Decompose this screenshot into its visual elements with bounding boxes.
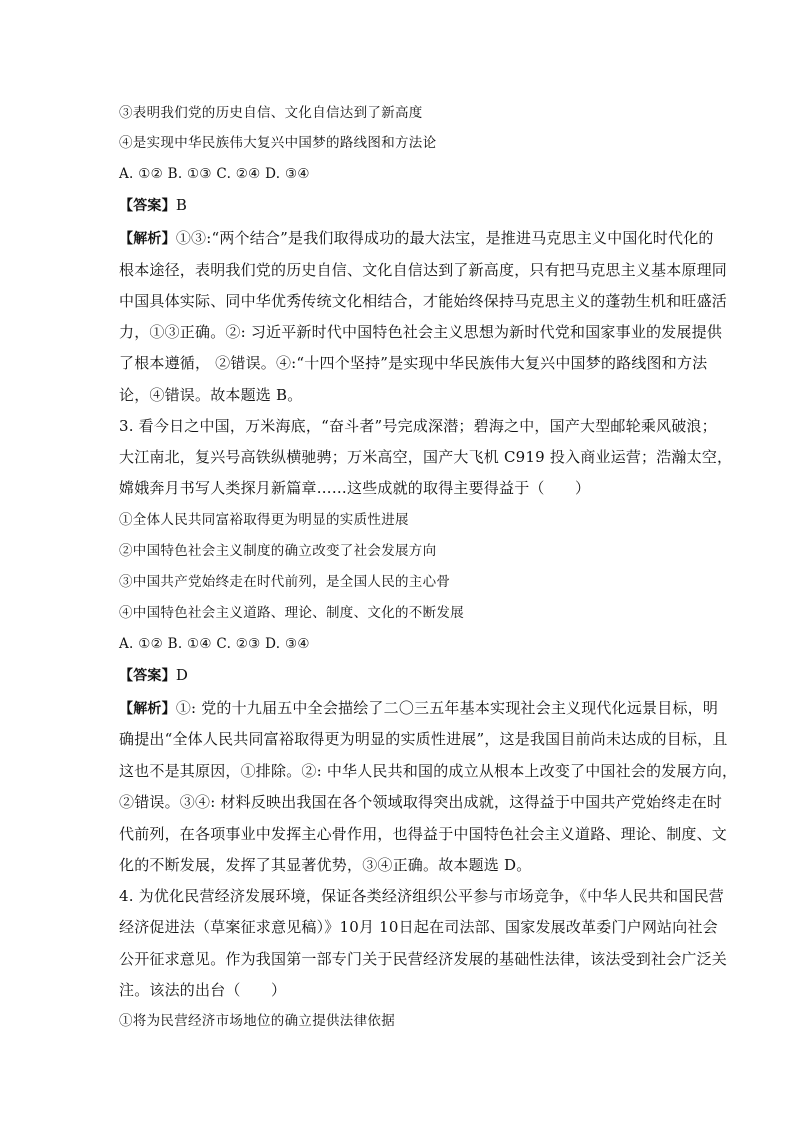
answer-label: 【答案】 xyxy=(119,198,176,214)
q2-analysis-line: 了根本遵循， ②错误。④:“十四个坚持”是实现中华民族伟大复兴中国梦的路线图和方法 xyxy=(119,354,708,372)
q3-analysis-line: ②错误。③④: 材料反映出我国在各个领域取得突出成就，这得益于中国共产党始终走在时 xyxy=(119,793,723,811)
answer-value: B xyxy=(175,196,188,214)
q3-choices: A. ①② B. ①④ C. ②③ D. ③④ xyxy=(119,636,310,652)
q2-analysis-line xyxy=(119,229,714,248)
q3-analysis-line: 确提出“全体人民共同富裕取得更为明显的实质性进展”，这是我国目前尚未达成的目标，且 xyxy=(119,730,728,748)
q3-option-3: ③中国共产党始终走在时代前列，是全国人民的主心骨 xyxy=(119,574,451,590)
q4-stem-line: 注。该法的出台（ ） xyxy=(119,981,287,999)
q3-analysis-line: 化的不断发展，发挥了其显著优势，③④正确。故本题选 D。 xyxy=(119,856,532,874)
q2-option-4: ④是实现中华民族伟大复兴中国梦的路线图和方法论 xyxy=(119,135,437,151)
q3-option-1: ①全体人民共同富裕取得更为明显的实质性进展 xyxy=(119,512,409,528)
q2-analysis-line: 论，④错误。故本题选 B。 xyxy=(119,386,303,404)
analysis-text: ①③:“两个结合”是我们取得成功的最大法宝，是推进马克思主义中国化时代化的 xyxy=(175,229,714,247)
q3-analysis-line: 这也不是其原因，①排除。②: 中华人民共和国的成立从根本上改变了中国社会的发展方向， xyxy=(119,762,738,780)
q2-choices: A. ①② B. ①③ C. ②④ D. ③④ xyxy=(119,166,310,182)
q4-option-1: ①将为民营经济市场地位的确立提供法律依据 xyxy=(119,1013,395,1029)
q4-stem-line: 4. 为优化民营经济发展环境，保证各类经济组织公平参与市场竞争，《中华人民共和国民营 xyxy=(119,887,724,905)
q3-stem-line: 3. 看今日之中国，万米海底，“奋斗者”号完成深潜；碧海之中，国产大型邮轮乘风破浪； xyxy=(119,417,717,435)
q3-option-2: ②中国特色社会主义制度的确立改变了社会发展方向 xyxy=(119,543,437,559)
q4-stem-line: 公开征求意见。作为我国第一部专门关于民营经济发展的基础性法律，该法受到社会广泛关 xyxy=(119,950,728,968)
q3-option-4: ④中国特色社会主义道路、理论、制度、文化的不断发展 xyxy=(119,605,464,621)
q2-analysis-line: 根本途径，表明我们党的历史自信、文化自信达到了新高度，只有把马克思主义基本原理同 xyxy=(119,261,728,279)
q3-stem-line: 嫦娥奔月书写人类探月新篇章……这些成就的取得主要得益于（ ） xyxy=(119,479,591,497)
q4-stem-line: 经济促进法（草案征求意见稿）》10月 10日起在司法部、国家发展改革委门户网站向社会 xyxy=(119,918,718,936)
analysis-label: 【解析】 xyxy=(119,231,176,247)
answer-label: 【答案】 xyxy=(119,668,176,684)
q2-answer xyxy=(119,196,187,215)
answer-value: D xyxy=(175,666,189,684)
q3-analysis-line xyxy=(119,699,718,718)
q3-analysis-line: 代前列，在各项事业中发挥主心骨作用，也得益于中国特色社会主义道路、理论、制度、文 xyxy=(119,825,728,843)
q3-stem-line: 大江南北，复兴号高铁纵横驰骋；万米高空，国产大飞机 C919 投入商业运营；浩瀚太空， xyxy=(119,448,733,466)
q3-answer xyxy=(119,666,188,685)
q2-analysis-line: 力，①③正确。②: 习近平新时代中国特色社会主义思想为新时代党和国家事业的发展提供 xyxy=(119,323,723,341)
analysis-text: ①: 党的十九届五中全会描绘了二〇三五年基本实现社会主义现代化远景目标，明 xyxy=(175,699,719,717)
q2-option-3: ③表明我们党的历史自信、文化自信达到了新高度 xyxy=(119,105,423,121)
analysis-label: 【解析】 xyxy=(119,701,176,717)
q2-analysis-line: 中国具体实际、同中华优秀传统文化相结合，才能始终保持马克思主义的蓬勃生机和旺盛活 xyxy=(119,292,728,310)
